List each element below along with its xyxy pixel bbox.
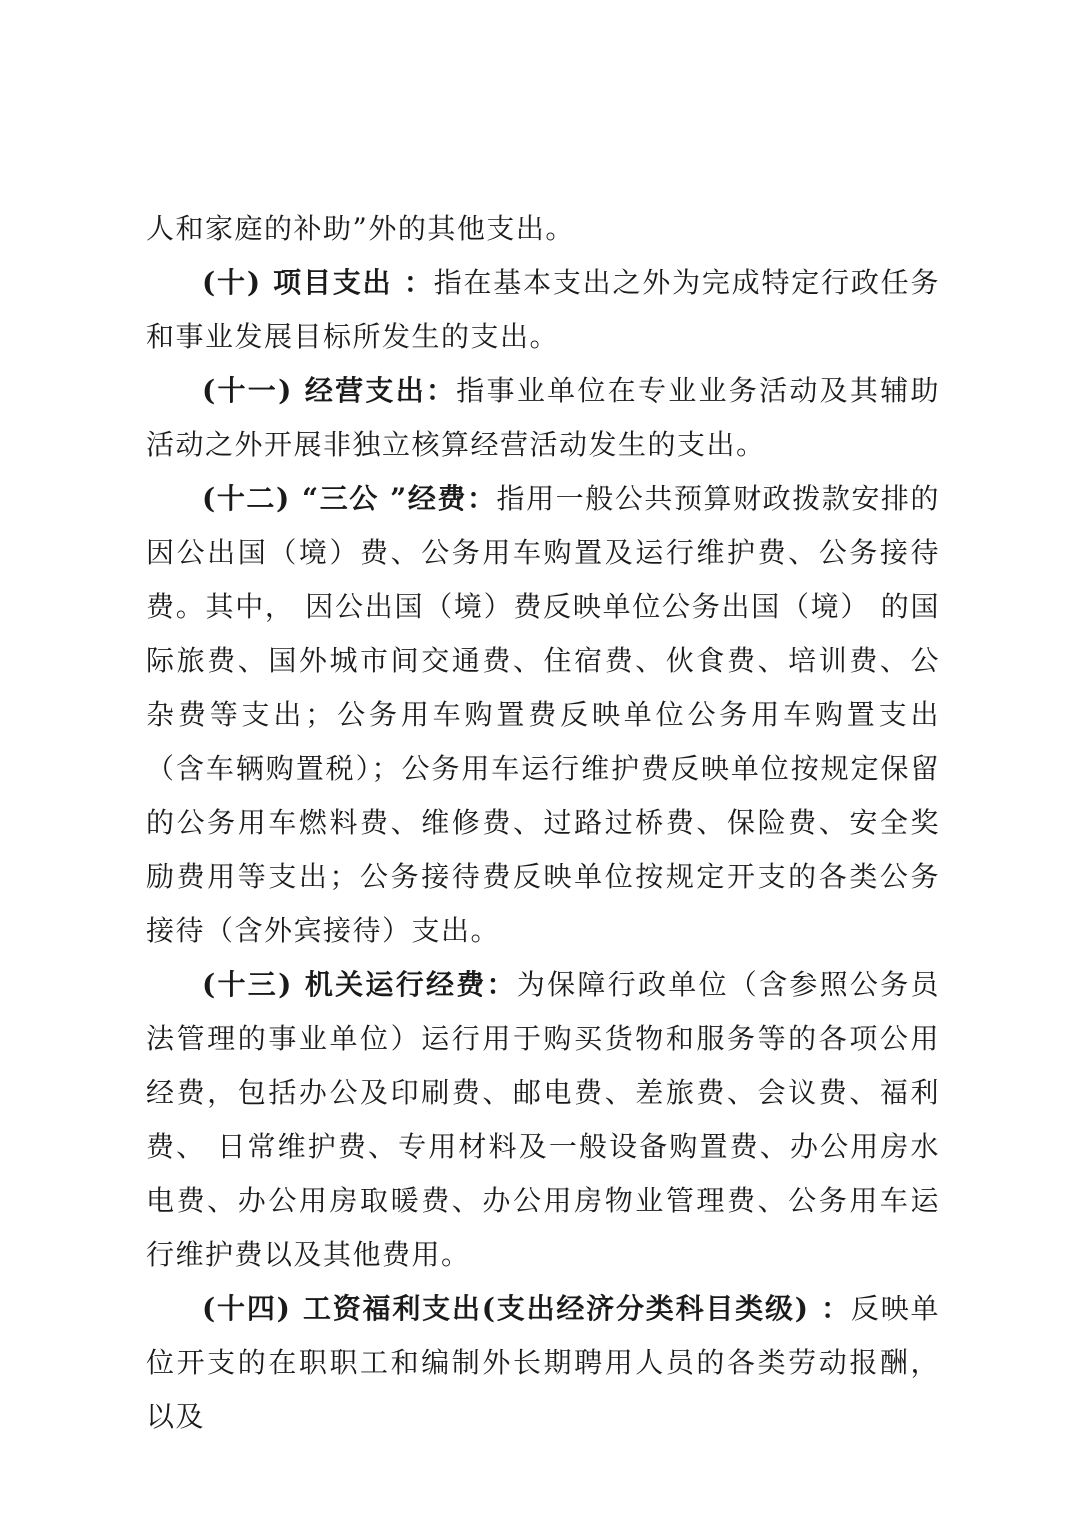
document-body: [146, 202, 940, 1444]
paragraph-three-public-funds: [146, 472, 940, 958]
paragraph-continuation: [146, 202, 940, 256]
paragraph-term: (十一) 经营支出：: [202, 374, 457, 407]
paragraph-operating-expenditure: [146, 364, 940, 472]
paragraph-term: (十三) 机关运行经费：: [202, 968, 517, 1001]
paragraph-text: 为保障行政单位（含参照公务员法管理的事业单位）运行用于购买货物和服务等的各项公用经费，包括办公及印刷费、邮电费、差旅费、会议费、福利费、 日常维护费、专用材料及一般设备购置费、办公用房水电费、办公用房取暖费、办公用房物业管理费、公务用车运行维护费以及其他费用。: [146, 968, 940, 1271]
paragraph-text: 反映单位开支的在职职工和编制外长期聘用人员的各类劳动报酬， 以及: [146, 1292, 940, 1433]
paragraph-wages-welfare: [146, 1282, 940, 1444]
paragraph-text: 指在基本支出之外为完成特定行政任务和事业发展目标所发生的支出。: [146, 266, 940, 353]
paragraph-term: (十四) 工资福利支出(支出经济分类科目类级) ：: [202, 1292, 851, 1325]
paragraph-text: 指用一般公共预算财政拨款安排的因公出国（境）费、公务用车购置及运行维护费、公务接待费。其中， 因公出国（境）费反映单位公务出国（境） 的国际旅费、国外城市间交通费、住宿费、伙食费、培训费、公杂费等支出；公务用车购置费反映单位公务用车购置支出（含车辆购置税）；公务用车运行维护费反映单位按规定保留的公务用车燃料费、维修费、过路过桥费、保险费、安全奖励费用等支出；公务接待费反映单位按规定开支的各类公务接待（含外宾接待）支出。: [146, 482, 940, 947]
paragraph-text: 人和家庭的补助”外的其他支出。: [146, 212, 575, 245]
paragraph-project-expenditure: [146, 256, 940, 364]
paragraph-agency-operating-funds: [146, 958, 940, 1282]
paragraph-text: 指事业单位在专业业务活动及其辅助活动之外开展非独立核算经营活动发生的支出。: [146, 374, 940, 461]
paragraph-term: (十) 项目支出 ：: [202, 266, 434, 299]
paragraph-term: (十二) “三公 ”经费：: [202, 482, 497, 515]
